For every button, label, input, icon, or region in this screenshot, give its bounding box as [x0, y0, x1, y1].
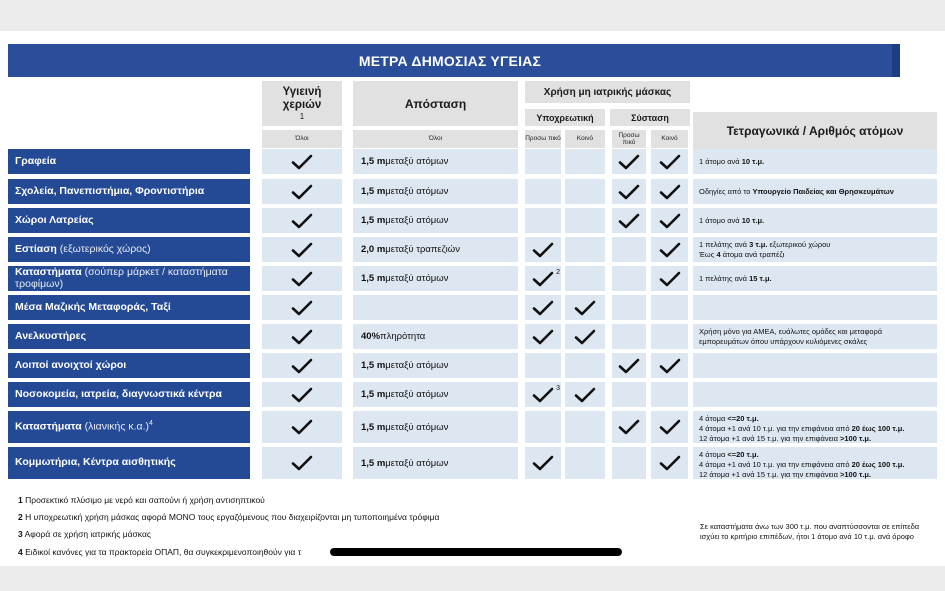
area-line	[699, 240, 937, 250]
hygiene-cell	[262, 382, 342, 407]
hygiene-cell	[262, 447, 342, 479]
mand-staff-cell	[525, 382, 561, 407]
row-label-main: Μέσα Μαζικής Μεταφοράς, Ταξί	[15, 300, 171, 313]
checkmark-icon	[291, 358, 313, 374]
row-label-text	[15, 244, 250, 256]
area-line-text: άτομα ανά τραπέζι	[720, 249, 785, 259]
mand-staff-cell	[525, 208, 561, 233]
area-cell	[693, 149, 937, 174]
area-lines	[699, 216, 764, 226]
area-cell	[693, 353, 937, 378]
area-line-text: Έως	[699, 249, 717, 259]
checkmark-icon	[532, 300, 554, 316]
area-line	[699, 337, 937, 347]
area-line	[699, 327, 937, 337]
area-line	[699, 460, 937, 470]
row-label-text	[15, 156, 250, 168]
rec-staff-cell	[612, 295, 646, 320]
area-line	[699, 424, 937, 434]
rec-staff-cell	[612, 149, 646, 174]
checkmark-icon	[618, 213, 640, 229]
mand-public-cell	[565, 149, 605, 174]
row-label-text	[15, 186, 250, 198]
row-label-text	[15, 267, 250, 290]
redaction-bar	[330, 548, 622, 556]
row-label-main: Καταστήματα	[15, 420, 82, 433]
rec-public-cell	[651, 353, 688, 378]
row-label	[8, 295, 250, 320]
row-label	[8, 447, 250, 479]
rec-staff-cell	[612, 179, 646, 204]
mand-public-cell	[565, 266, 605, 291]
distance-text: μεταξύ ατόμων	[385, 389, 449, 400]
checkmark-icon	[532, 329, 554, 345]
area-note: Σε καταστήματα άνω των 300 τ.μ. που αναπτύσσονται σε επίπεδα ισχύει το κριτήριο επιπέδων, ήτοι 1 άτομο ανά 10 τ.μ. ανά όροφο	[700, 522, 920, 542]
distance-cell	[353, 266, 518, 291]
distance-cell	[353, 382, 518, 407]
checkmark-icon	[659, 419, 681, 435]
mand-public-cell	[565, 295, 605, 320]
row-label	[8, 237, 250, 262]
document-page	[0, 31, 945, 566]
area-line	[699, 250, 937, 260]
rec-public-cell	[651, 208, 688, 233]
distance-text: μεταξύ ατόμων	[385, 360, 449, 371]
mand-public-cell	[565, 353, 605, 378]
rec-staff-cell	[612, 324, 646, 349]
distance-cell	[353, 149, 518, 174]
rec-staff-cell	[612, 266, 646, 291]
area-line-text: 1 πελάτης ανά	[699, 273, 750, 283]
checkmark-icon	[532, 242, 554, 258]
area-line-bold: Υπουργείο Παιδείας και Θρησκευμάτων	[752, 186, 894, 196]
checkmark-icon	[291, 329, 313, 345]
area-line-bold: 20 έως 100 τ.μ.	[851, 423, 905, 433]
mand-staff-cell	[525, 324, 561, 349]
header-area: Τετραγωνικά / Αριθμός ατόμων	[693, 112, 937, 150]
area-line-bold: 10 τ.μ.	[741, 215, 765, 225]
row-label-extra: (λιανικής κ.α.)	[81, 420, 150, 433]
distance-value: 1,5 m	[361, 389, 386, 400]
hygiene-cell	[262, 266, 342, 291]
rec-public-cell	[651, 149, 688, 174]
distance-text: μεταξύ ατόμων	[385, 457, 449, 469]
mand-public-cell	[565, 324, 605, 349]
row-label	[8, 179, 250, 204]
checkmark-icon	[574, 387, 596, 403]
subheader-mandatory-staff: Προσω πικό	[525, 130, 561, 148]
hygiene-cell	[262, 411, 342, 443]
checkmark-icon	[532, 384, 560, 403]
rec-staff-cell	[612, 208, 646, 233]
area-line-text: 1 άτομο ανά	[699, 156, 742, 166]
checkmark-icon	[291, 271, 313, 287]
mand-staff-cell	[525, 149, 561, 174]
rec-public-cell	[651, 266, 688, 291]
hygiene-cell	[262, 149, 342, 174]
mand-public-cell	[565, 447, 605, 479]
checkmark-icon	[659, 242, 681, 258]
footnote-item	[18, 529, 151, 539]
checkmark-icon	[532, 455, 554, 471]
area-cell	[693, 324, 937, 349]
area-line-bold: 15 τ.μ.	[749, 273, 772, 283]
row-label-main: Λοιποί ανοιχτοί χώροι	[15, 358, 127, 371]
row-label-text	[15, 331, 250, 343]
row-label-extra: (εξωτερικός χώρος)	[56, 242, 151, 255]
row-label-text	[15, 302, 250, 314]
checkmark-icon	[291, 419, 313, 435]
checkmark-icon	[659, 213, 681, 229]
rec-staff-cell	[612, 447, 646, 479]
checkmark-icon	[574, 300, 596, 316]
footnote-text: Αφορά σε χρήση ιατρικής μάσκας	[24, 529, 151, 539]
footnote-number: 4	[18, 547, 23, 557]
area-line-text: 12 άτομα +1 ανά 15 τ.μ. για την επιφάνεια	[699, 433, 840, 443]
rec-staff-cell	[612, 382, 646, 407]
distance-value: 40%	[361, 331, 381, 342]
area-line-text: Οδηγίες από το	[699, 186, 753, 196]
area-line-bold: >100 τ.μ.	[840, 469, 872, 479]
distance-text: μεταξύ τραπεζιών	[385, 244, 460, 255]
area-cell	[693, 411, 937, 443]
mand-public-cell	[565, 411, 605, 443]
row-label-text	[15, 215, 250, 227]
area-line-text: 1 άτομο ανά	[699, 215, 742, 225]
area-line-text: 12 άτομα +1 ανά 15 τ.μ. για την επιφάνεια	[699, 469, 840, 479]
distance-value: 1,5 m	[361, 186, 386, 197]
row-label-main: Ανελκυστήρες	[15, 329, 87, 342]
distance-cell	[353, 208, 518, 233]
area-line-text: εξωτερικού χώρου	[767, 240, 831, 249]
header-mandatory: Υποχρεωτική	[525, 109, 605, 126]
rec-public-cell	[651, 237, 688, 262]
rec-public-cell	[651, 324, 688, 349]
checkmark-footnote-ref: 3	[556, 384, 560, 392]
rec-staff-cell	[612, 353, 646, 378]
area-line	[699, 434, 937, 444]
subheader-recommended-staff: Προσω πικό	[612, 130, 646, 148]
checkmark-icon	[291, 213, 313, 229]
area-line-text: 4 άτομα +1 ανά 10 τ.μ. για την επιφάνεια από	[699, 459, 852, 469]
row-label-text	[15, 457, 250, 469]
mand-public-cell	[565, 179, 605, 204]
area-line	[699, 157, 764, 167]
area-lines	[699, 327, 937, 347]
checkmark-icon	[618, 358, 640, 374]
checkmark-icon	[618, 419, 640, 435]
area-cell	[693, 208, 937, 233]
distance-value: 1,5 m	[361, 215, 386, 226]
area-line	[699, 216, 764, 226]
header-recommended: Σύσταση	[610, 109, 690, 126]
checkmark-icon	[659, 154, 681, 170]
area-line-bold: 3 τ.μ.	[749, 240, 768, 249]
mand-public-cell	[565, 208, 605, 233]
mand-public-cell	[565, 237, 605, 262]
rec-public-cell	[651, 295, 688, 320]
row-label	[8, 149, 250, 174]
subheader-mandatory-public: Κοινό	[565, 130, 605, 148]
area-lines	[699, 450, 937, 479]
row-label	[8, 382, 250, 407]
mand-staff-cell	[525, 447, 561, 479]
checkmark-icon	[618, 184, 640, 200]
hygiene-cell	[262, 208, 342, 233]
subheader-recommended-public: Κοινό	[651, 130, 688, 148]
header-mask: Χρήση μη ιατρικής μάσκας	[525, 81, 690, 103]
rec-staff-cell	[612, 411, 646, 443]
area-line-bold: <=20 τ.μ.	[727, 450, 759, 459]
area-line-bold: <=20 τ.μ.	[727, 414, 759, 423]
hygiene-cell	[262, 353, 342, 378]
mand-staff-cell	[525, 266, 561, 291]
mand-staff-cell	[525, 237, 561, 262]
distance-cell	[353, 353, 518, 378]
area-cell	[693, 447, 937, 479]
distance-cell	[353, 447, 518, 479]
area-line-text: 4 άτομα	[699, 414, 728, 423]
header-hygiene-label: Υγιεινή χεριών	[282, 85, 322, 111]
distance-text: μεταξύ ατόμων	[385, 156, 449, 167]
area-cell	[693, 266, 937, 291]
area-cell	[693, 382, 937, 407]
checkmark-icon	[291, 242, 313, 258]
hygiene-cell	[262, 295, 342, 320]
checkmark-icon	[291, 184, 313, 200]
distance-text: μεταξύ ατόμων	[385, 215, 449, 226]
row-label	[8, 324, 250, 349]
row-label-main: Χώροι Λατρείας	[15, 213, 94, 226]
hygiene-cell	[262, 324, 342, 349]
header-hygiene	[262, 81, 342, 126]
checkmark-icon	[291, 154, 313, 170]
area-line-bold: 10 τ.μ.	[741, 156, 765, 166]
row-label-text	[15, 360, 250, 372]
distance-text: πληρότητα	[380, 331, 426, 342]
row-label-extra: (σούπερ μάρκετ / καταστήματα τροφίμων)	[15, 265, 228, 290]
footnote-item	[18, 495, 265, 505]
footnote-item	[18, 547, 301, 557]
rec-public-cell	[651, 447, 688, 479]
rec-public-cell	[651, 382, 688, 407]
row-label-main: Γραφεία	[15, 154, 57, 167]
area-line	[699, 450, 937, 460]
distance-value: 2,0 m	[361, 244, 386, 255]
row-label-text	[15, 389, 250, 401]
area-line-text: 4 άτομα +1 ανά 10 τ.μ. για την επιφάνεια από	[699, 423, 852, 433]
distance-cell	[353, 295, 518, 320]
distance-text: μεταξύ ατόμων	[385, 421, 449, 433]
row-label-main: Καταστήματα	[15, 265, 82, 278]
distance-value: 1,5 m	[361, 457, 386, 469]
mand-public-cell	[565, 382, 605, 407]
row-label-main: Εστίαση	[15, 242, 57, 255]
checkmark-icon	[618, 154, 640, 170]
checkmark-icon	[532, 268, 560, 287]
hygiene-cell	[262, 179, 342, 204]
footnote-item	[18, 512, 439, 522]
footnote-number: 1	[18, 495, 23, 505]
hygiene-cell	[262, 237, 342, 262]
area-line-text: Χρήση μόνο για ΑΜΕΑ, ευάλωτες ομάδες και μεταφορά	[699, 327, 883, 336]
footnote-number: 3	[18, 529, 23, 539]
area-line-text: εμπορευμάτων όπου υπάρχουν κυλιόμενες σκάλες	[699, 336, 868, 346]
row-label	[8, 353, 250, 378]
checkmark-icon	[291, 455, 313, 471]
distance-cell	[353, 324, 518, 349]
area-line	[699, 414, 937, 424]
checkmark-icon	[291, 300, 313, 316]
distance-cell	[353, 179, 518, 204]
area-line-bold: >100 τ.μ.	[840, 433, 872, 443]
area-line	[699, 274, 772, 284]
area-lines	[699, 157, 764, 167]
subheader-distance-all: Όλοι	[353, 130, 518, 148]
rec-staff-cell	[612, 237, 646, 262]
row-label-main: Νοσοκομεία, ιατρεία, διαγνωστικά κέντρα	[15, 387, 222, 400]
area-lines	[699, 240, 937, 260]
row-label-text	[15, 420, 250, 433]
checkmark-footnote-ref: 2	[556, 268, 560, 276]
checkmark-icon	[659, 184, 681, 200]
distance-value: 1,5 m	[361, 360, 386, 371]
subheader-hygiene-all: Όλοι	[262, 130, 342, 148]
footnote-text: Η υποχρεωτική χρήση μάσκας αφορά ΜΟΝΟ τους εργαζόμενους που διαχειρίζονται μη τυποποιημένα τρόφιμα	[25, 512, 440, 522]
row-label-main: Κομμωτήρια, Κέντρα αισθητικής	[15, 456, 176, 469]
distance-value: 1,5 m	[361, 421, 386, 433]
checkmark-icon	[659, 455, 681, 471]
mand-staff-cell	[525, 353, 561, 378]
area-line-bold: 20 έως 100 τ.μ.	[851, 459, 905, 469]
distance-text: μεταξύ ατόμων	[385, 273, 449, 284]
checkmark-icon	[291, 387, 313, 403]
rec-public-cell	[651, 179, 688, 204]
area-lines	[699, 414, 937, 443]
area-line-text: 1 πελάτης ανά	[699, 240, 750, 249]
row-label-main: Σχολεία, Πανεπιστήμια, Φροντιστήρια	[15, 184, 205, 197]
mand-staff-cell	[525, 295, 561, 320]
row-label	[8, 208, 250, 233]
footnote-number: 2	[18, 512, 23, 522]
footnote-text: Προσεκτικό πλύσιμο με νερό και σαπούνι ή χρήση αντισηπτικού	[25, 495, 265, 505]
checkmark-icon	[659, 358, 681, 374]
area-cell	[693, 237, 937, 262]
header-distance: Απόσταση	[353, 81, 518, 126]
mand-staff-cell	[525, 411, 561, 443]
area-cell	[693, 295, 937, 320]
distance-text: μεταξύ ατόμων	[385, 186, 449, 197]
area-lines	[699, 187, 894, 197]
checkmark-icon	[659, 271, 681, 287]
row-label	[8, 411, 250, 443]
page-title: ΜΕΤΡΑ ΔΗΜΟΣΙΑΣ ΥΓΕΙΑΣ	[8, 44, 900, 77]
area-lines	[699, 274, 772, 284]
area-line-bold: 4	[716, 249, 721, 259]
footnote-text: Ειδικοί κανόνες για τα πρακτορεία ΟΠΑΠ, θα συγκεκριμενοποιηθούν για τ	[25, 547, 302, 557]
header-hygiene-sup: 1	[299, 112, 305, 122]
rec-public-cell	[651, 411, 688, 443]
distance-cell	[353, 237, 518, 262]
area-line-text: 4 άτομα	[699, 450, 728, 459]
distance-cell	[353, 411, 518, 443]
checkmark-icon	[574, 329, 596, 345]
distance-value: 1,5 m	[361, 273, 386, 284]
distance-value: 1,5 m	[361, 156, 386, 167]
mand-staff-cell	[525, 179, 561, 204]
area-line	[699, 470, 937, 480]
row-label	[8, 266, 250, 291]
area-line	[699, 187, 894, 197]
area-cell	[693, 179, 937, 204]
row-label-footnote-ref: 4	[149, 420, 153, 428]
